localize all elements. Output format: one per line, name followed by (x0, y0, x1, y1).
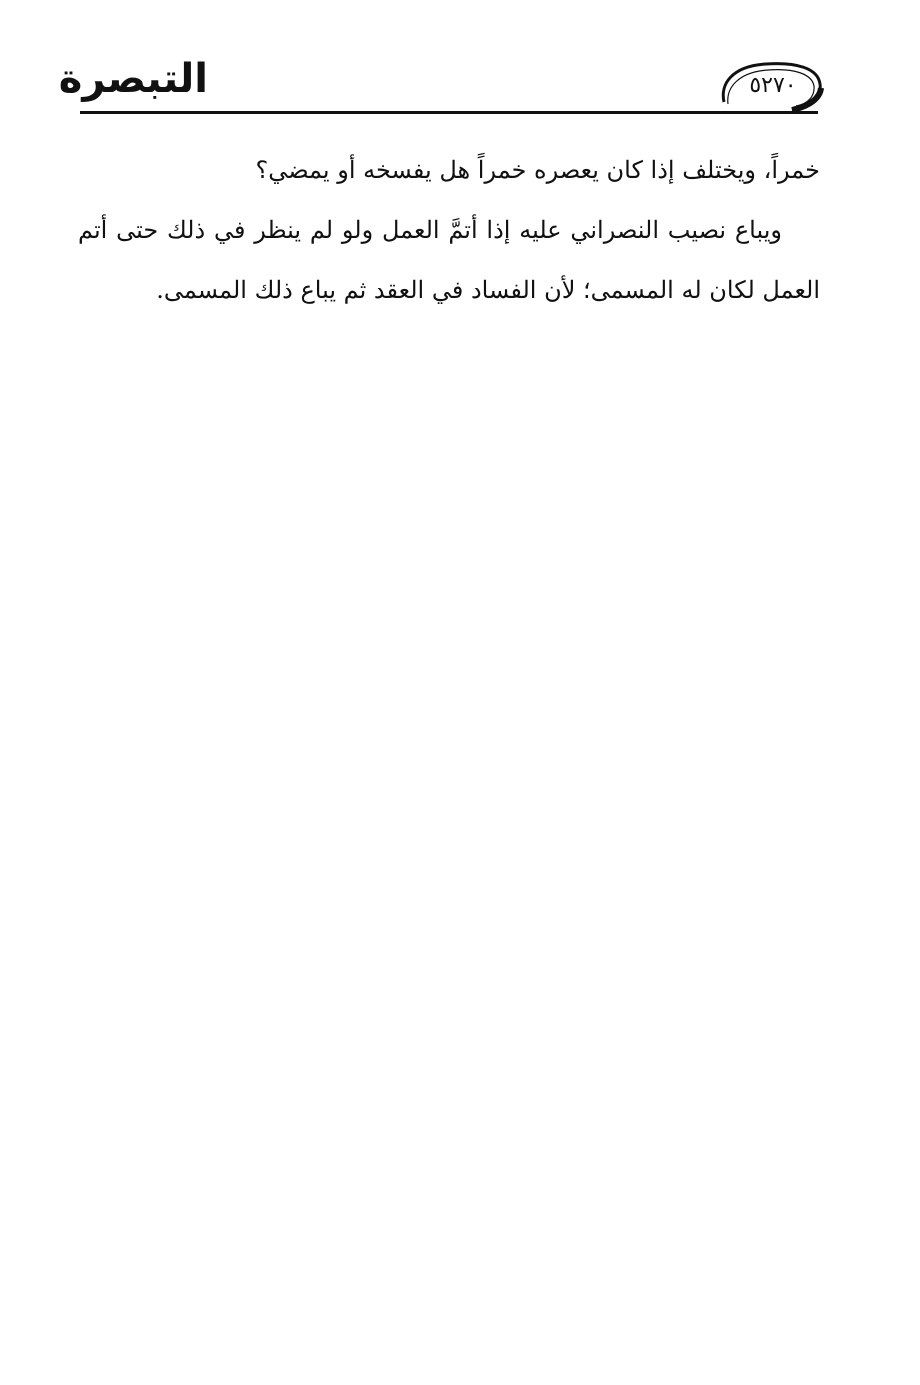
page-number: ٥٢٧٠ (749, 73, 797, 98)
page-body (78, 140, 820, 320)
running-header-title: التبصرة (58, 56, 208, 102)
page-number-badge (718, 58, 824, 112)
paragraph-1: خمراً، ويختلف إذا كان يعصره خمراً هل يفسخه أو يمضي؟ (255, 156, 820, 184)
paragraph-2: ويباع نصيب النصراني عليه إذا أتمَّ العمل ولو لم ينظر في ذلك حتى أتم العمل لكان له المسمى؛ لأن الفساد في العقد ثم يباع ذلك المسمى. (78, 216, 820, 304)
header-rule (80, 111, 818, 114)
